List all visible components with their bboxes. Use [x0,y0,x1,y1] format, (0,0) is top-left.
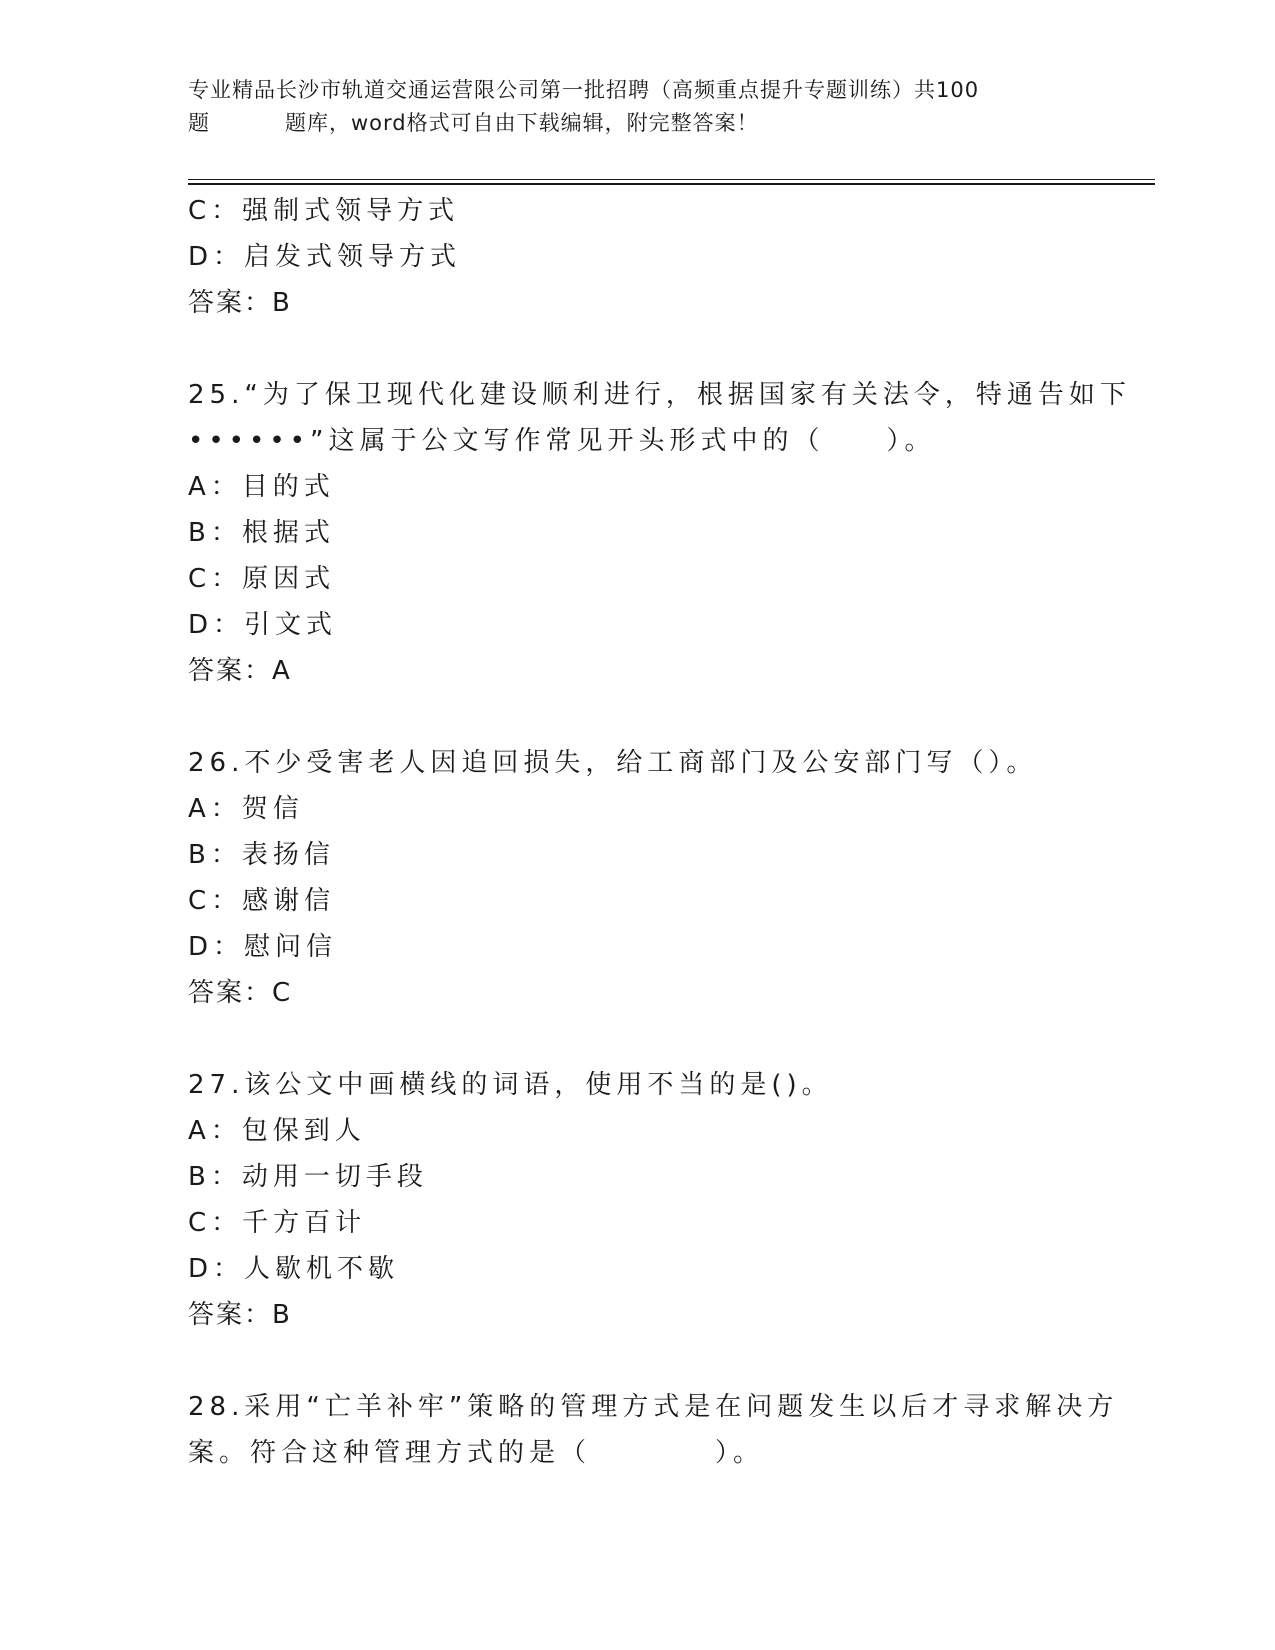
question-text: 26.不少受害老人因追回损失，给工商部门及公安部门写（）。 [188,748,1038,778]
answer-line: 答案：A [188,656,292,686]
question-text: 27.该公文中画横线的词语，使用不当的是()。 [188,1070,833,1100]
option-line: D：引文式 [188,610,338,640]
option-line: B：根据式 [188,518,335,548]
option-line: B：动用一切手段 [188,1162,428,1192]
question-text: 28.采用“亡羊补牢”策略的管理方式是在问题发生以后才寻求解决方 [188,1392,1119,1422]
question-25 [188,372,1131,694]
header-rule-thin [188,179,1155,180]
question-text: 25.“为了保卫现代化建设顺利进行，根据国家有关法令，特通告如下 [188,380,1131,410]
page-header [188,74,1088,140]
option-line: D：慰问信 [188,932,338,962]
question-26 [188,740,1088,1016]
option-line: B：表扬信 [188,840,335,870]
spacer [188,1016,1088,1062]
spacer [188,326,1088,372]
answer-line: 答案：B [188,1300,292,1330]
answer-line: 答案：B [188,288,292,318]
option-line: C：千方百计 [188,1208,367,1238]
option-line: C：感谢信 [188,886,336,916]
option-line: C：原因式 [188,564,336,594]
option-line: D：人歇机不歇 [188,1254,400,1284]
question-content [188,188,1131,1476]
option-line: A：包保到人 [188,1116,366,1146]
header-line-2 [188,107,1088,140]
header-line-2b: 题库，word格式可自由下载编辑，附完整答案！ [285,111,759,135]
spacer [188,694,1088,740]
header-line-2a: 题 [188,111,210,135]
option-line: D：启发式领导方式 [188,242,462,272]
question-text: ••••••”这属于公文写作常见开头形式中的（ ）。 [188,426,936,456]
option-line: A：贺信 [188,794,304,824]
previous-question-tail [188,188,1088,326]
option-line: A：目的式 [188,472,335,502]
option-line: C：强制式领导方式 [188,196,460,226]
question-27 [188,1062,1088,1338]
header-rule-thick [188,183,1155,185]
header-line-1: 专业精品长沙市轨道交通运营限公司第一批招聘（高频重点提升专题训练）共100 [188,78,980,102]
spacer [188,1338,1088,1384]
question-text: 案。符合这种管理方式的是（ ）。 [188,1438,765,1468]
question-28 [188,1384,1119,1476]
answer-line: 答案：C [188,978,293,1008]
